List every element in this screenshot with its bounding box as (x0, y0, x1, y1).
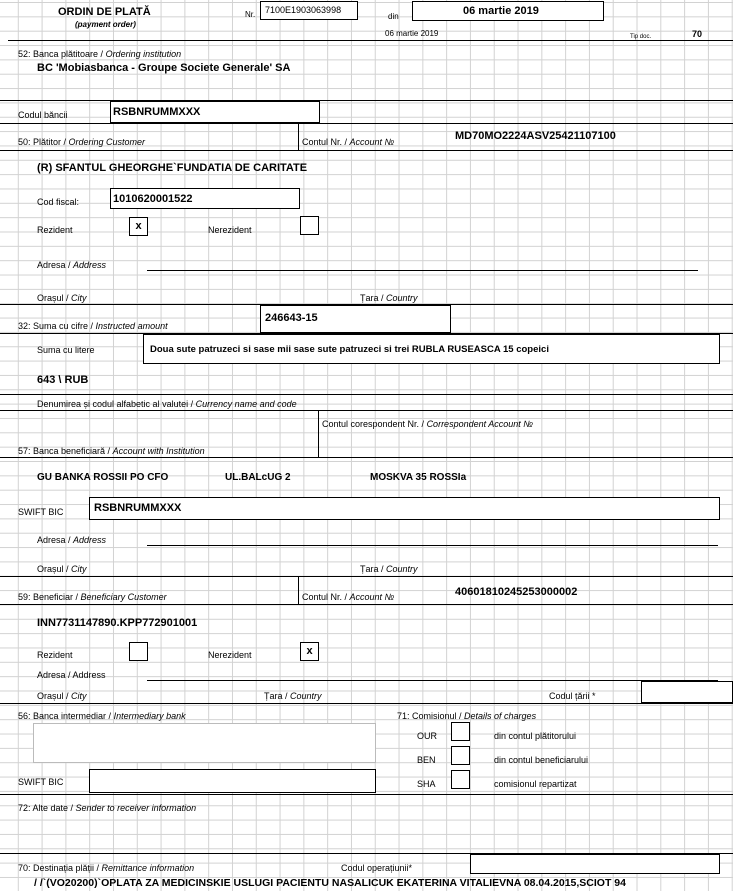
ordering-bank-label: 52: Banca plătitoare / Ordering institution (18, 49, 182, 59)
nr-value: 7100E1903063998 (265, 5, 342, 15)
beneficiary-resident-checkbox[interactable] (129, 642, 148, 661)
charge-desc-ben: din contul beneficiarului (494, 755, 589, 765)
nonresident-label: Nerezident (208, 225, 252, 235)
charge-code-ben: BEN (417, 755, 436, 765)
beneficiary-bank-address-label: Adresa / Address (37, 535, 107, 545)
beneficiary-account-value: 40601810245253000002 (455, 586, 578, 598)
fiscal-code-label: Cod fiscal: (37, 197, 80, 207)
date-field[interactable] (412, 1, 604, 21)
amount-words-value: Doua sute patruzeci si sase mii sase sute patruzeci si trei RUBLA RUSEASCA 15 copeici (150, 344, 549, 355)
payer-account-value: MD70MO2224ASV25421107100 (455, 130, 616, 142)
payer-country-label: Țara / Country (360, 293, 418, 303)
beneficiary-bank-country-label: Țara / Country (360, 564, 418, 574)
intermediary-bank-field[interactable] (33, 723, 376, 763)
tipdoc-label: Tip doc. (630, 34, 652, 40)
divider (318, 410, 319, 458)
beneficiary-city-label: Orașul / City (37, 691, 87, 701)
beneficiary-country-label: Țara / Country (264, 691, 322, 701)
beneficiary-bank-name: GU BANKA ROSSII PO CFO (37, 472, 169, 483)
amount-label: 32: Suma cu cifre / Instructed amount (18, 321, 168, 331)
din-label: din (388, 12, 399, 21)
ordering-bank-name: BC 'Mobiasbanca - Groupe Societe Generale' SA (37, 62, 291, 74)
bank-code-value: RSBNRUMMXXX (113, 106, 201, 118)
beneficiary-swift-value: RSBNRUMMXXX (94, 502, 182, 514)
tipdoc-value: 70 (692, 29, 703, 39)
bank-code-field[interactable] (110, 101, 320, 123)
amount-value: 246643-15 (265, 312, 318, 324)
divider (0, 703, 733, 704)
divider (8, 40, 733, 41)
beneficiary-bank-label: 57: Banca beneficiară / Account with Institution (18, 446, 205, 456)
divider (0, 394, 733, 395)
form-title: ORDIN DE PLATĂ (58, 6, 151, 18)
operation-code-label: Codul operațiunii* (341, 863, 413, 873)
beneficiary-resident-label: Rezident (37, 650, 73, 660)
beneficiary-swift-field[interactable] (89, 497, 720, 520)
remittance-label: 70: Destinația plății / Remittance information (18, 863, 195, 873)
payer-account-label: Contul Nr. / Account № (302, 137, 395, 147)
other-info-label: 72: Alte date / Sender to receiver information (18, 803, 197, 813)
payer-address-label: Adresa / Address (37, 260, 107, 270)
beneficiary-bank-city-label: Orașul / City (37, 564, 87, 574)
date-small: 06 martie 2019 (385, 29, 439, 38)
form-title-en: (payment order) (75, 20, 136, 29)
intermediary-bank-label: 56: Banca intermediar / Intermediary bank (18, 711, 186, 721)
charge-code-sha: SHA (417, 779, 436, 789)
country-code-field[interactable] (641, 681, 733, 703)
nonresident-checkbox[interactable] (300, 216, 319, 235)
beneficiary-bank-street: UL.BALcUG 2 (225, 472, 291, 483)
charge-ben-checkbox[interactable] (451, 746, 470, 765)
charge-code-our: OUR (417, 731, 437, 741)
nr-field[interactable] (260, 1, 358, 20)
divider (0, 410, 733, 411)
charge-sha-checkbox[interactable] (451, 770, 470, 789)
currency-label: Denumirea și codul alfabetic al valutei / Currency name and code (37, 399, 297, 409)
nr-label: Nr. (245, 10, 256, 19)
beneficiary-nonresident-label: Nerezident (208, 650, 252, 660)
beneficiary-name: INN7731147890.KPP772901001 (37, 617, 198, 629)
charge-desc-sha: comisionul repartizat (494, 779, 577, 789)
operation-code-field[interactable] (470, 854, 720, 874)
beneficiary-nonresident-checkbox[interactable]: x (300, 642, 319, 661)
charge-desc-our: din contul plătitorului (494, 731, 577, 741)
beneficiary-swift-label: SWIFT BIC (18, 507, 64, 517)
divider (298, 576, 299, 604)
charge-our-checkbox[interactable] (451, 722, 470, 741)
country-code-label: Codul țării * (549, 691, 596, 701)
charges-label: 71: Comisionul / Details of charges (397, 711, 537, 721)
bank-code-label: Codul băncii (18, 110, 68, 120)
beneficiary-account-label: Contul Nr. / Account № (302, 592, 395, 602)
amount-field[interactable] (260, 305, 451, 333)
payer-address-line[interactable] (147, 270, 698, 271)
divider (298, 123, 299, 151)
divider (0, 150, 733, 151)
intermediary-swift-field[interactable] (89, 769, 376, 793)
date-value: 06 martie 2019 (463, 5, 539, 17)
beneficiary-address-label: Adresa / Address (37, 670, 106, 680)
payer-name: (R) SFANTUL GHEORGHE`FUNDATIA DE CARITATE (37, 162, 308, 174)
fiscal-code-field[interactable] (110, 188, 300, 209)
correspondent-account-label: Contul corespondent Nr. / Correspondent Account № (322, 419, 534, 429)
payer-city-label: Orașul / City (37, 293, 87, 303)
resident-checkbox[interactable]: x (129, 217, 148, 236)
divider (0, 604, 733, 605)
intermediary-swift-label: SWIFT BIC (18, 777, 64, 787)
divider (0, 123, 733, 124)
remittance-text: / /`(VO20200)`OPLATA ZA MEDICINSKIE USLUGI PACIENTU NASALICUK EKATERINA VITALIEVNA 08.04.2015,SCIOT 94 (34, 877, 626, 889)
resident-label: Rezident (37, 225, 73, 235)
fiscal-code-value: 1010620001522 (113, 193, 193, 205)
beneficiary-address-line[interactable] (147, 680, 718, 681)
amount-words-field[interactable] (143, 334, 720, 364)
divider (0, 576, 733, 577)
beneficiary-label: 59: Beneficiar / Beneficiary Customer (18, 592, 167, 602)
amount-words-label: Suma cu litere (37, 345, 95, 355)
beneficiary-bank-address-line[interactable] (147, 545, 718, 546)
divider (0, 794, 733, 795)
currency-value: 643 \ RUB (37, 374, 89, 386)
payer-label: 50: Plătitor / Ordering Customer (18, 137, 146, 147)
beneficiary-bank-city: MOSKVA 35 ROSSIa (370, 472, 467, 483)
divider (0, 457, 733, 458)
